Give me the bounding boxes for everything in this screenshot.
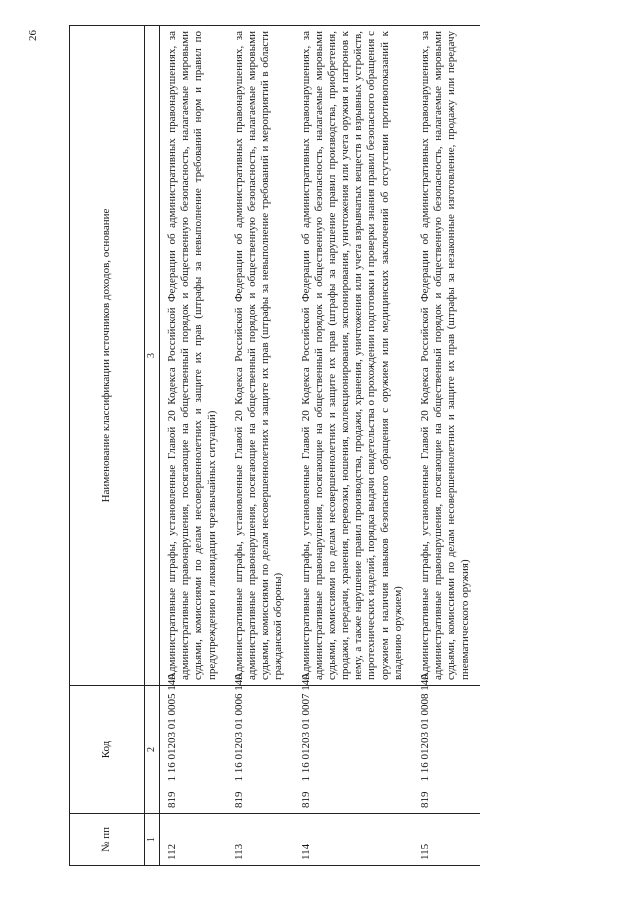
row-description: Административные штрафы, установленные Главой 20 Кодекса Российской Федерации об административных правонарушениях, за административные правонарушения, посягающие на общественный порядок и общественную безопасность, налагаемые мировыми судьями, комиссиями по делам несовершеннолетних и защите их прав (штрафы за невыполнение требований и мероприятий в области гражданской обороны) xyxy=(227,26,294,686)
row-description: Административные штрафы, установленные Главой 20 Кодекса Российской Федерации об административных правонарушениях, за административные правонарушения, посягающие на общественный порядок и общественную безопасность, налагаемые мировыми судьями, комиссиями по делам несовершеннолетних и защите их прав (штрафы за невыполнение требований норм и правил по предупреждению и ликвидации чрезвычайных ситуаций) xyxy=(160,26,227,686)
table-row xyxy=(160,26,227,866)
row-admin-code: 819 xyxy=(166,791,178,808)
row-code-cell xyxy=(160,674,227,814)
row-admin-code: 819 xyxy=(419,791,431,808)
row-number: 113 xyxy=(227,814,294,866)
header-name xyxy=(70,26,145,686)
row-budget-code: 1 16 01203 01 0007 140 xyxy=(299,674,312,782)
row-admin-code: 819 xyxy=(299,791,312,808)
header-num: № пп xyxy=(70,814,145,866)
row-budget-code: 1 16 01203 01 0005 140 xyxy=(166,674,178,782)
row-description: Административные штрафы, установленные Главой 20 Кодекса Российской Федерации об административных правонарушениях, за административные правонарушения, посягающие на общественный порядок и общественную безопасность, налагаемые мировыми судьями, комиссиями по делам несовершеннолетних и защите их прав (штрафы за незаконные изготовление, продажу или передачу пневматического оружия) xyxy=(413,26,480,686)
page-number: 26 xyxy=(27,30,39,41)
row-code-cell xyxy=(294,674,414,814)
index-name: 3 xyxy=(145,26,160,686)
row-budget-code: 1 16 01203 01 0008 140 xyxy=(419,674,431,782)
row-admin-code: 819 xyxy=(232,791,245,808)
row-number: 114 xyxy=(294,814,414,866)
index-code: 2 xyxy=(145,686,160,814)
table-header-row xyxy=(70,26,145,866)
table-row xyxy=(227,26,294,866)
header-name-text: Наименование классификации источников доходов, основание xyxy=(100,208,113,503)
row-code-cell xyxy=(413,674,480,814)
row-number: 112 xyxy=(160,814,227,866)
table-row xyxy=(294,26,414,866)
row-budget-code: 1 16 01203 01 0006 140 xyxy=(232,674,245,782)
income-classification-table-wrapper xyxy=(69,26,480,866)
row-code-cell xyxy=(227,674,294,814)
table-row xyxy=(413,26,480,866)
row-description: Административные штрафы, установленные Главой 20 Кодекса Российской Федерации об административных правонарушениях, за административные правонарушения, посягающие на общественный порядок и общественную безопасность, налагаемые мировыми судьями, комиссиями по делам несовершеннолетних и защите их прав (штрафы за нарушение правил производства, приобретения, продажи, передачи, хранения, перевозки, ношения, коллекционирования, экспонирования, уничтожения или учета оружия и патронов к нему, а также нарушение правил производства, продажи, хранения, уничтожения или учета взрывчатых веществ и взрывных устройств, пиротехнических изделий, порядка выдачи свидетельства о прохождении подготовки и проверки знания правил безопасного обращения с оружием и наличия навыков безопасного обращения с оружием или медицинских заключений об отсутствии противопоказаний к владению оружием) xyxy=(294,26,414,686)
table-index-row xyxy=(145,26,160,866)
header-code: Код xyxy=(70,686,145,814)
index-num: 1 xyxy=(145,814,160,866)
income-classification-table xyxy=(69,25,480,866)
row-number: 115 xyxy=(413,814,480,866)
